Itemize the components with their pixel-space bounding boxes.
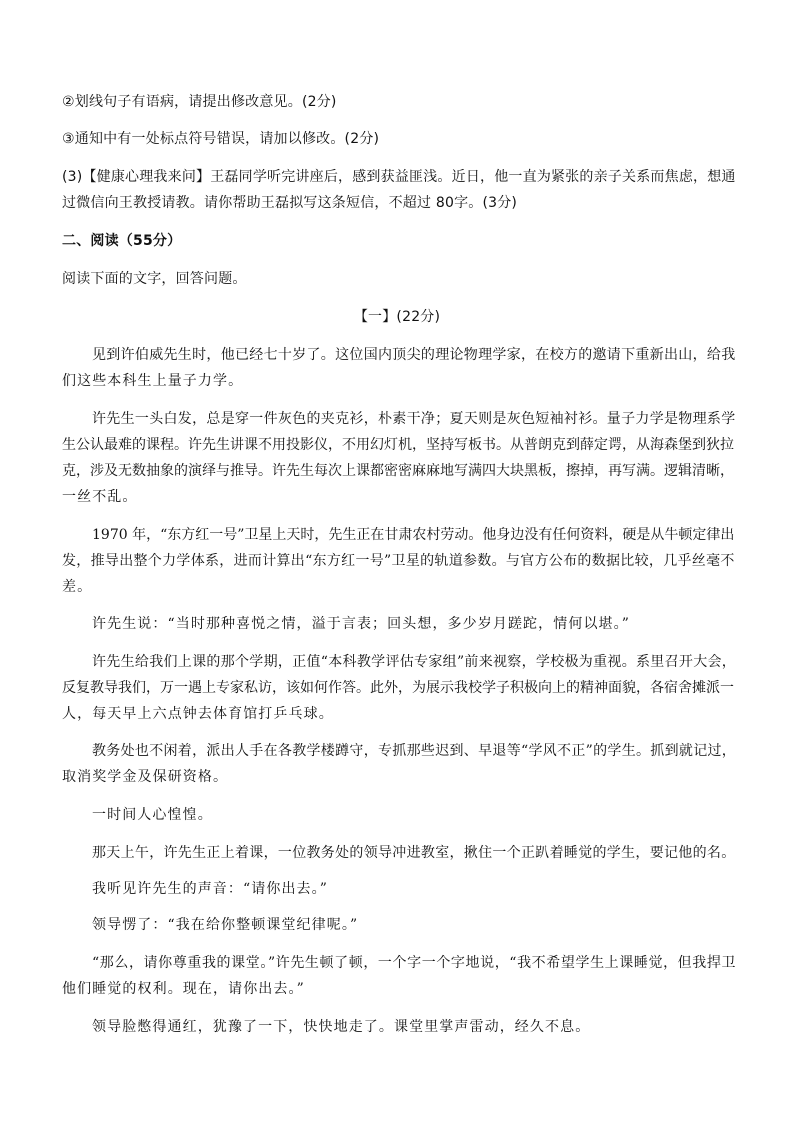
- passage-title: 【一】(22分): [353, 309, 441, 325]
- passage-paragraph-6-line-1: 教务处也不闲着，派出人手在各教学楼蹲守，专抓那些迟到、早退等“学风不正”的学生。抓到就记过，: [92, 743, 737, 759]
- section-heading: 二、阅读（55分）: [62, 233, 182, 249]
- passage-paragraph-1-line-2: 们这些本科生上量子力学。: [62, 373, 244, 389]
- passage-paragraph-3-line-2: 发，推导出整个力学体系，进而计算出“东方红一号”卫星的轨道参数。与官方公布的数据比较，几乎丝毫不: [62, 553, 735, 569]
- passage-paragraph-3-line-3: 差。: [62, 579, 93, 595]
- passage-paragraph-11-line-2: 他们睡觉的权利。现在，请你出去。”: [62, 981, 305, 997]
- passage-paragraph-5-line-1: 许先生给我们上课的那个学期，正值“本科教学评估专家组”前来视察，学校极为重视。系里召开大会，: [92, 654, 737, 670]
- passage-paragraph-10-line-1: 领导愣了：“我在给你整顿课堂纪律呢。”: [92, 917, 359, 933]
- passage-paragraph-9-line-1: 我听见许先生的声音：“请你出去。”: [92, 881, 329, 897]
- passage-paragraph-2-line-3: 克，涉及无数抽象的演绎与推导。许先生每次上课都密密麻麻地写满四大块黑板，擦掉，再写满。逻辑清晰，: [62, 463, 734, 479]
- passage-paragraph-2-line-2: 生公认最难的课程。许先生讲课不用投影仪，不用幻灯机，坚持写板书。从普朗克到薛定谔，从海森堡到狄拉: [62, 437, 734, 453]
- passage-paragraph-5-line-2: 反复教导我们，万一遇上专家私访，该如何作答。此外，为展示我校学子积极向上的精神面貌，各宿舍摊派一: [62, 680, 734, 696]
- passage-paragraph-8-line-1: 那天上午，许先生正上着课，一位教务处的领导冲进教室，揪住一个正趴着睡觉的学生，要记他的名。: [92, 845, 736, 861]
- question-3-task-line-1: (3)【健康心理我来问】王磊同学听完讲座后，感到获益匪浅。近日，他一直为紧张的亲子关系而焦虑，想通: [62, 169, 736, 185]
- question-2-item: ②划线句子有语病，请提出修改意见。(2分): [62, 94, 337, 110]
- passage-paragraph-4-line-1: 许先生说：“当时那种喜悦之情，溢于言表；回头想，多少岁月蹉跎，情何以堪。”: [92, 616, 631, 632]
- passage-paragraph-7-line-1: 一时间人心惶惶。: [92, 807, 213, 823]
- passage-paragraph-1-line-1: 见到许伯威先生时，他已经七十岁了。这位国内顶尖的理论物理学家，在校方的邀请下重新出山，给我: [92, 347, 736, 363]
- section-instruction: 阅读下面的文字，回答问题。: [62, 271, 247, 287]
- passage-paragraph-3-line-1: 1970 年，“东方红一号”卫星上天时，先生正在甘肃农村劳动。他身边没有任何资料，硬是从牛顿定律出: [92, 527, 735, 543]
- passage-paragraph-12-line-1: 领导脸憋得通红，犹豫了一下，快快地走了。课堂里掌声雷动，经久不息。: [92, 1019, 591, 1035]
- question-3-item: ③通知中有一处标点符号错误，请加以修改。(2分): [62, 131, 380, 147]
- passage-paragraph-5-line-3: 人，每天早上六点钟去体育馆打乒乓球。: [62, 706, 334, 722]
- passage-paragraph-6-line-2: 取消奖学金及保研资格。: [62, 769, 229, 785]
- question-3-task-line-2: 过微信向王教授请教。请你帮助王磊拟写这条短信，不超过 80字。(3分): [62, 195, 518, 211]
- passage-paragraph-11-line-1: “那么，请你尊重我的课堂。”许先生顿了顿，一个字一个字地说，“我不希望学生上课睡觉，但我捍卫: [92, 955, 737, 971]
- passage-paragraph-2-line-1: 许先生一头白发，总是穿一件灰色的夹克衫，朴素干净；夏天则是灰色短袖衬衫。量子力学是物理系学: [92, 411, 736, 427]
- passage-paragraph-2-line-4: 一丝不乱。: [62, 489, 138, 505]
